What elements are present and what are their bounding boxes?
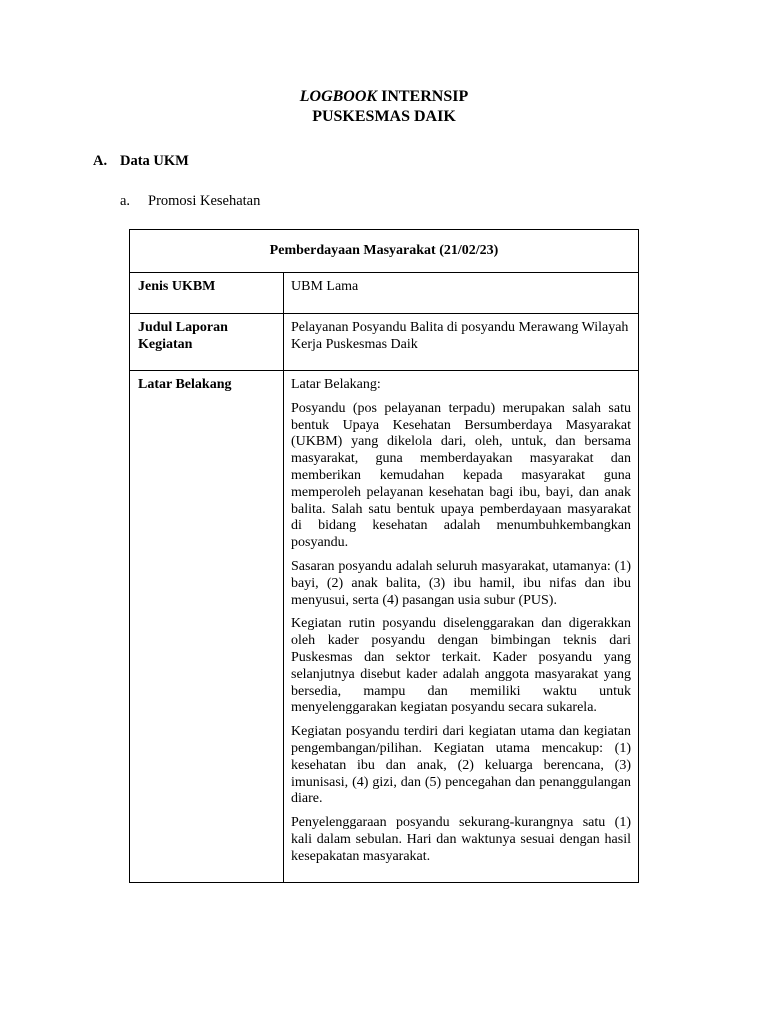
latar-belakang-paragraph: Kegiatan posyandu terdiri dari kegiatan utama dan kegiatan pengembangan/pilihan. Kegiatan utama mencakup: (1) kesehatan ibu dan anak, (2) keluarga berencana, (3) imunisasi, (4) gizi, dan (5) pencegahan dan penanggulangan diare. — [291, 724, 631, 807]
subsection-heading — [120, 193, 260, 210]
row-label-judul-laporan: Judul Laporan Kegiatan — [130, 314, 284, 371]
section-number: A. — [93, 153, 108, 169]
logbook-table — [129, 229, 639, 883]
latar-belakang-paragraph: Sasaran posyandu adalah seluruh masyarakat, utamanya: (1) bayi, (2) anak balita, (3) ibu hamil, ibu nifas dan ibu menyusui, serta (4) pasangan usia subur (PUS). — [291, 558, 631, 608]
table-row — [130, 273, 639, 314]
subsection-label: Promosi Kesehatan — [148, 193, 261, 209]
table-header-row — [130, 230, 639, 273]
section-label: Data UKM — [120, 153, 189, 169]
title-internsip-word: INTERNSIP — [377, 88, 469, 105]
document-title — [0, 87, 768, 127]
latar-belakang-paragraph: Posyandu (pos pelayanan terpadu) merupakan salah satu bentuk Upaya Kesehatan Bersumberdaya Masyarakat (UKBM) yang dikelola dari, oleh, untuk, dan bersama masyarakat, guna memberdayakan masyarakat dan memberikan kemudahan kepada masyarakat guna memperoleh pelayanan kesehatan bagi ibu, bayi, dan anak balita. Salah satu bentuk upaya pemberdayaan masyarakat di bidang kesehatan adalah menumbuhkembangkan posyandu. — [291, 400, 631, 551]
row-label-jenis-ukbm: Jenis UKBM — [130, 273, 284, 314]
title-line-1 — [0, 87, 768, 107]
row-value-judul-laporan: Pelayanan Posyandu Balita di posyandu Merawang Wilayah Kerja Puskesmas Daik — [284, 314, 639, 371]
row-value-latar-belakang — [284, 371, 639, 883]
section-heading — [93, 153, 189, 170]
table-row — [130, 314, 639, 371]
subsection-number: a. — [120, 193, 131, 209]
table-header: Pemberdayaan Masyarakat (21/02/23) — [130, 230, 639, 273]
latar-belakang-paragraph: Kegiatan rutin posyandu diselenggarakan dan digerakkan oleh kader posyandu dengan bimbingan teknis dari Puskesmas dan sektor terkait. Kader posyandu yang selanjutnya disebut kader adalah anggota masyarakat yang bersedia, mampu dan memiliki waktu untuk menyelenggarakan kegiatan posyandu secara sukarela. — [291, 616, 631, 716]
title-line-2: PUSKESMAS DAIK — [312, 108, 456, 125]
title-logbook-word: LOGBOOK — [299, 88, 378, 105]
table-row — [130, 371, 639, 883]
row-label-latar-belakang: Latar Belakang — [130, 371, 284, 883]
row-value-jenis-ukbm: UBM Lama — [284, 273, 639, 314]
latar-belakang-paragraph: Penyelenggaraan posyandu sekurang-kurangnya satu (1) kali dalam sebulan. Hari dan waktunya sesuai dengan hasil kesepakatan masyarakat. — [291, 815, 631, 864]
latar-belakang-heading: Latar Belakang: — [291, 377, 381, 392]
